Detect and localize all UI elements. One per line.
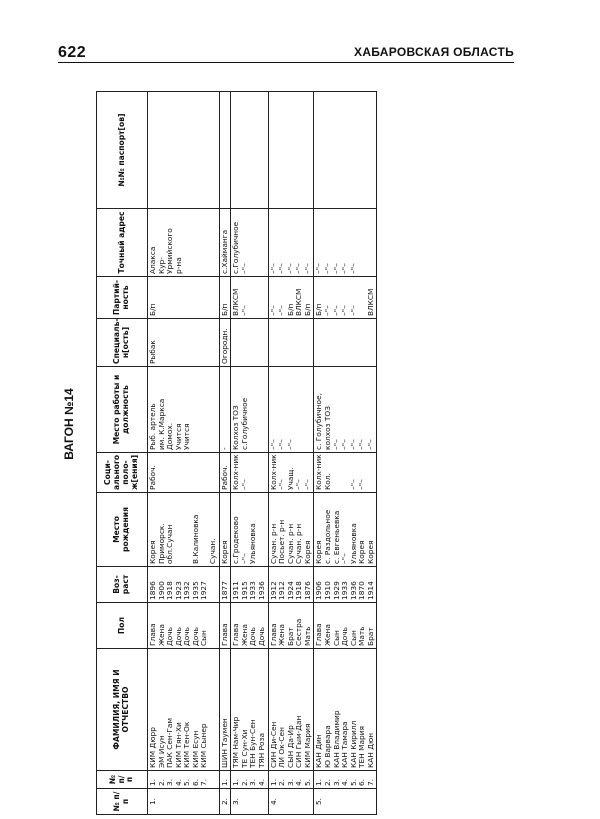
cell-line: Б/п: [285, 303, 295, 316]
cell-social: [314, 453, 377, 493]
cell-name: [231, 649, 268, 771]
cell-line: –"–: [348, 263, 358, 274]
cell-line: Корея: [314, 540, 324, 564]
cell-address: [231, 209, 268, 277]
cell-work: [268, 367, 314, 453]
cell-line: 1932: [182, 581, 192, 600]
column-header-party: Партий-ность: [97, 277, 148, 319]
cell-line: Сын: [199, 630, 209, 646]
cell-line: ШИН Таумен: [219, 718, 229, 768]
family-row: [231, 92, 268, 815]
column-header-work: Место работы и должность: [97, 367, 148, 453]
cell-line: Посьет. р-н: [277, 519, 287, 564]
cell-line: 3.: [165, 778, 175, 786]
cell-num: [219, 771, 231, 789]
cell-line: 1918: [294, 581, 304, 600]
cell-line: Дочь: [173, 626, 183, 646]
cell-spec: [231, 319, 268, 367]
cell-line: –"–: [302, 479, 312, 490]
cell-line: 3.: [331, 778, 341, 786]
cell-line: 1.: [231, 778, 241, 786]
cell-line: –"–: [294, 479, 304, 490]
cell-line: Жена: [277, 624, 287, 646]
cell-birth: [231, 493, 268, 567]
table-body: [148, 92, 377, 815]
cell-party: [219, 277, 231, 319]
cell-line: 5.: [182, 778, 192, 786]
cell-line: –"–: [331, 305, 341, 316]
cell-num: [148, 771, 220, 789]
cell-line: Брат: [285, 627, 295, 646]
cell-line: 7.: [365, 778, 375, 786]
cell-line: Б/п: [219, 303, 229, 316]
cell-line: обл.Сучан: [165, 524, 175, 564]
cell-line: Жена: [156, 624, 166, 646]
cell-line: Колхоз ТОЗ: [231, 405, 241, 450]
cell-line: –"–: [268, 305, 278, 316]
cell-line: 1876: [302, 581, 312, 600]
cell-line: ТЕН Мария: [357, 726, 367, 768]
cell-line: Жена: [322, 624, 332, 646]
cell-passport: [148, 92, 220, 209]
cell-line: 1.: [219, 778, 229, 786]
cell-line: –"–: [322, 305, 332, 316]
cell-address: [219, 209, 231, 277]
cell-line: Ульяновка: [248, 523, 258, 564]
cell-line: 4.: [340, 778, 350, 786]
cell-line: ТЯН Роза: [256, 733, 266, 768]
family-row: [219, 92, 231, 815]
cell-line: Глава: [268, 623, 278, 646]
cell-passport: [231, 92, 268, 209]
cell-line: КАН Владимир: [331, 710, 341, 768]
cell-line: 1870: [357, 581, 367, 600]
cell-line: Ю Варвара: [322, 725, 332, 768]
column-header-fam: № п/п: [97, 789, 148, 815]
cell-line: 1927: [199, 581, 209, 600]
cell-line: [175, 495, 184, 564]
wagon-title: ВАГОН №14: [62, 388, 76, 460]
cell-line: 1933: [340, 581, 350, 600]
cell-party: [231, 277, 268, 319]
cell-line: Рабоч.: [219, 465, 229, 490]
cell-line: КИМ Тян-Хи: [173, 722, 183, 768]
cell-line: –"–: [340, 305, 350, 316]
cell-line: с. Раздольное: [322, 509, 332, 564]
cell-line: –"–: [268, 439, 278, 450]
cell-line: 2.: [277, 778, 287, 786]
cell-line: 3.: [285, 778, 295, 786]
cell-line: Глава: [148, 623, 157, 646]
cell-line: Рыбак: [148, 340, 157, 364]
cell-sex: [314, 603, 377, 649]
cell-line: –"–: [340, 553, 350, 564]
cell-fam: [148, 789, 220, 815]
cell-line: 4.: [256, 778, 266, 786]
cell-line: –"–: [277, 305, 287, 316]
cell-line: Сучан. р-н: [285, 523, 295, 564]
cell-line: 1933: [248, 581, 258, 600]
cell-line: Дочь: [182, 626, 192, 646]
cell-line: Жена: [239, 624, 249, 646]
cell-line: Дочь: [165, 626, 175, 646]
cell-line: –"–: [268, 263, 278, 274]
cell-sex: [231, 603, 268, 649]
cell-line: 1896: [148, 581, 157, 600]
cell-name: [268, 649, 314, 771]
cell-line: Дочь: [340, 626, 350, 646]
cell-sex: [148, 603, 220, 649]
cell-line: 1877: [219, 581, 229, 600]
cell-line: Мать: [302, 626, 312, 646]
cell-line: –"–: [302, 263, 312, 274]
cell-line: [333, 455, 342, 490]
cell-line: Б/п: [148, 303, 157, 316]
cell-line: 6.: [190, 778, 200, 786]
cell-line: Корея: [365, 540, 375, 564]
cell-line: Дочь: [248, 626, 258, 646]
cell-num: [314, 771, 377, 789]
cell-line: КАН Дюн: [365, 732, 375, 768]
cell-line: 1918: [165, 581, 175, 600]
cell-age: [148, 567, 220, 603]
cell-line: им. К.Маркса: [156, 398, 166, 450]
cell-line: КИМ Есун: [190, 730, 200, 768]
cell-birth: [148, 493, 220, 567]
cell-line: ВЛКСМ: [365, 288, 375, 316]
cell-social: [231, 453, 268, 493]
column-header-name: ФАМИЛИЯ, ИМЯ И ОТЧЕСТВО: [97, 649, 148, 771]
cell-passport: [219, 92, 231, 209]
cell-line: –"–: [239, 263, 249, 274]
cell-line: Корея: [148, 540, 157, 564]
cell-fam: [268, 789, 314, 815]
cell-line: Алакса: [148, 246, 157, 274]
cell-line: 1.: [314, 778, 324, 786]
cell-line: Мать: [357, 626, 367, 646]
family-number: 2.: [219, 797, 229, 806]
cell-line: 1910: [322, 581, 332, 600]
cell-fam: [231, 789, 268, 815]
cell-line: Колх-ник: [314, 454, 324, 490]
cell-line: Глава: [314, 623, 324, 646]
cell-line: 2.: [322, 778, 332, 786]
cell-line: Сучан. р-н: [268, 523, 278, 564]
cell-address: [148, 209, 220, 277]
cell-line: Брат: [365, 627, 375, 646]
cell-line: 1936: [256, 581, 266, 600]
cell-line: ТЯМ Нам-Чир: [231, 716, 241, 768]
cell-line: Дочь: [190, 626, 200, 646]
cell-line: Учится: [182, 423, 192, 450]
cell-line: Корея: [302, 540, 312, 564]
cell-line: СЫН Да-Ир: [285, 725, 295, 768]
cell-line: ВЛКСМ: [231, 288, 241, 316]
cell-line: СИН Гым-Дан: [294, 715, 304, 768]
cell-line: –"–: [331, 263, 341, 274]
cell-line: с.Голубичное: [231, 221, 241, 274]
cell-num: [268, 771, 314, 789]
cell-line: –"–: [348, 305, 358, 316]
cell-line: 5.: [302, 778, 312, 786]
cell-line: –"–: [322, 263, 332, 274]
cell-line: Б/п: [314, 303, 324, 316]
cell-line: –"–: [239, 305, 249, 316]
cell-line: Сын: [331, 630, 341, 646]
cell-line: КИМ Мария: [302, 723, 312, 768]
cell-line: Сучан. р-н: [294, 523, 304, 564]
cell-fam: [219, 789, 231, 815]
cell-party: [314, 277, 377, 319]
cell-social: [148, 453, 220, 493]
cell-address: [268, 209, 314, 277]
cell-line: 4.: [294, 778, 304, 786]
cell-work: [231, 367, 268, 453]
cell-line: 3.: [248, 778, 258, 786]
cell-line: –"–: [365, 439, 375, 450]
cell-line: Глава: [219, 623, 229, 646]
cell-line: КИМ Тен-Ок: [182, 721, 192, 768]
family-row: [268, 92, 314, 815]
family-row: [314, 92, 377, 815]
cell-line: –"–: [277, 479, 287, 490]
cell-spec: [268, 319, 314, 367]
cell-line: КАН Кирилл: [348, 720, 358, 768]
cell-name: [148, 649, 220, 771]
cell-line: –"–: [239, 479, 249, 490]
cell-age: [314, 567, 377, 603]
cell-social: [219, 453, 231, 493]
cell-line: Сучан.: [208, 538, 218, 564]
column-header-sex: Пол: [97, 603, 148, 649]
cell-line: 1936: [348, 581, 358, 600]
cell-line: Урмийского: [165, 228, 175, 274]
header-row: [97, 92, 148, 815]
cell-line: с. Голубичное,: [314, 393, 324, 450]
column-header-spec: Специаль-н[ость]: [97, 319, 148, 367]
cell-line: Колх-ник: [268, 454, 278, 490]
cell-party: [268, 277, 314, 319]
cell-work: [314, 367, 377, 453]
cell-birth: [268, 493, 314, 567]
cell-line: Глава: [231, 623, 241, 646]
cell-line: Колх-ник: [231, 454, 241, 490]
cell-line: -: [219, 447, 229, 450]
cell-line: с.Голубичное: [239, 397, 249, 450]
cell-line: 1924: [285, 581, 295, 600]
cell-line: Рабоч.: [148, 465, 157, 490]
cell-line: –"–: [348, 439, 358, 450]
cell-line: КИМ Сынер: [199, 723, 209, 768]
cell-work: [219, 367, 231, 453]
column-header-birth: Место рождения: [97, 493, 148, 567]
cell-line: –"–: [294, 263, 304, 274]
cell-line: Корея: [357, 540, 367, 564]
cell-line: 1911: [231, 581, 241, 600]
cell-spec: [148, 319, 220, 367]
cell-line: СИН Ди-Сен: [268, 721, 278, 768]
cell-line: ВЛКСМ: [294, 288, 304, 316]
cell-line: Приморск.: [156, 523, 166, 564]
cell-name: [314, 649, 377, 771]
cell-line: 6.: [357, 778, 367, 786]
cell-line: КАН Тамара: [340, 721, 350, 768]
column-header-address: Точный адрес: [97, 209, 148, 277]
cell-spec: [219, 319, 231, 367]
family-number: 3.: [231, 797, 241, 806]
cell-line: 7.: [199, 778, 209, 786]
cell-line: –"–: [357, 479, 367, 490]
cell-social: [268, 453, 314, 493]
cell-line: Сестра: [294, 618, 304, 646]
cell-line: Учится: [173, 423, 183, 450]
cell-work: [148, 367, 220, 453]
cell-passport: [314, 92, 377, 209]
column-header-passport: №№ паспорт[ов]: [97, 92, 148, 209]
cell-line: колхоз ТОЗ: [322, 406, 332, 450]
cell-line: –"–: [340, 263, 350, 274]
cell-line: Огородн.: [219, 328, 229, 364]
cell-line: 1935: [190, 581, 200, 600]
cell-line: с.Гродеково: [231, 516, 241, 564]
cell-line: –"–: [277, 263, 287, 274]
cell-line: –"–: [285, 263, 295, 274]
cell-line: 1900: [156, 581, 166, 600]
cell-num: [231, 771, 268, 789]
rotated-table-container: [96, 92, 512, 815]
running-head: ХАБАРОВСКАЯ ОБЛАСТЬ: [354, 45, 514, 59]
cell-line: 1.: [268, 778, 278, 786]
cell-fam: [314, 789, 377, 815]
header-rule: [58, 62, 514, 63]
cell-line: Дочь: [256, 626, 266, 646]
cell-line: В.Калиновка: [190, 514, 200, 564]
cell-line: 1.: [148, 778, 157, 786]
cell-line: ПАК Сен-Гам: [165, 717, 175, 768]
page-number: 622: [58, 44, 87, 61]
cell-line: Домох.: [165, 422, 175, 450]
cell-line: Ульяновка: [348, 523, 358, 564]
cell-line: Кур-: [156, 257, 166, 274]
cell-line: КАН Дин: [314, 734, 324, 768]
passenger-table: [96, 91, 377, 815]
cell-line: –"–: [340, 439, 350, 450]
family-row: [148, 92, 220, 815]
cell-line: Б/п: [302, 303, 312, 316]
cell-line: –"–: [285, 439, 295, 450]
cell-line: –"–: [314, 263, 324, 274]
cell-line: Корея: [219, 540, 229, 564]
cell-line: с.Хаймангa: [219, 229, 229, 274]
cell-line: –"–: [348, 479, 358, 490]
cell-line: 5.: [348, 778, 358, 786]
cell-line: –"–: [357, 439, 367, 450]
cell-age: [219, 567, 231, 603]
cell-line: Сын: [348, 630, 358, 646]
cell-line: ЛИ Ок-Сен: [277, 727, 287, 768]
family-number: 1.: [148, 797, 157, 806]
cell-line: 1906: [314, 581, 324, 600]
cell-line: 1929: [331, 581, 341, 600]
cell-line: –"–: [331, 439, 341, 450]
cell-line: 2.: [239, 778, 249, 786]
cell-age: [231, 567, 268, 603]
cell-sex: [268, 603, 314, 649]
column-header-age: Воз-раст: [97, 567, 148, 603]
cell-line: 1912: [268, 581, 278, 600]
cell-line: ТЕН Бун-Сен: [248, 719, 258, 768]
cell-sex: [219, 603, 231, 649]
column-header-num: № п/п: [97, 771, 148, 789]
cell-birth: [219, 493, 231, 567]
cell-birth: [314, 493, 377, 567]
cell-name: [219, 649, 231, 771]
cell-line: р-на: [173, 257, 183, 274]
cell-line: с. Евгеньевка: [331, 510, 341, 564]
column-header-social: Соци-ального поло-ж[ения]: [97, 453, 148, 493]
cell-line: 1914: [365, 581, 375, 600]
cell-line: ТЕ Сун-Хи: [239, 729, 249, 768]
cell-passport: [268, 92, 314, 209]
cell-party: [148, 277, 220, 319]
family-number: 4.: [268, 797, 278, 806]
cell-line: –"–: [277, 439, 287, 450]
cell-spec: [314, 319, 377, 367]
cell-line: 4.: [173, 778, 183, 786]
cell-line: 1923: [173, 581, 183, 600]
cell-line: –"–: [239, 553, 249, 564]
cell-line: Рыб. артель: [148, 403, 157, 450]
cell-line: 1912: [277, 581, 287, 600]
cell-age: [268, 567, 314, 603]
cell-line: ЭМ Исун: [156, 735, 166, 768]
cell-address: [314, 209, 377, 277]
cell-line: КИМ Дюрр: [148, 727, 157, 768]
family-number: 5.: [314, 797, 324, 806]
cell-line: Учащ.: [285, 467, 295, 490]
cell-line: 2.: [156, 778, 166, 786]
cell-line: 1915: [239, 581, 249, 600]
cell-line: Кол.: [322, 473, 332, 490]
